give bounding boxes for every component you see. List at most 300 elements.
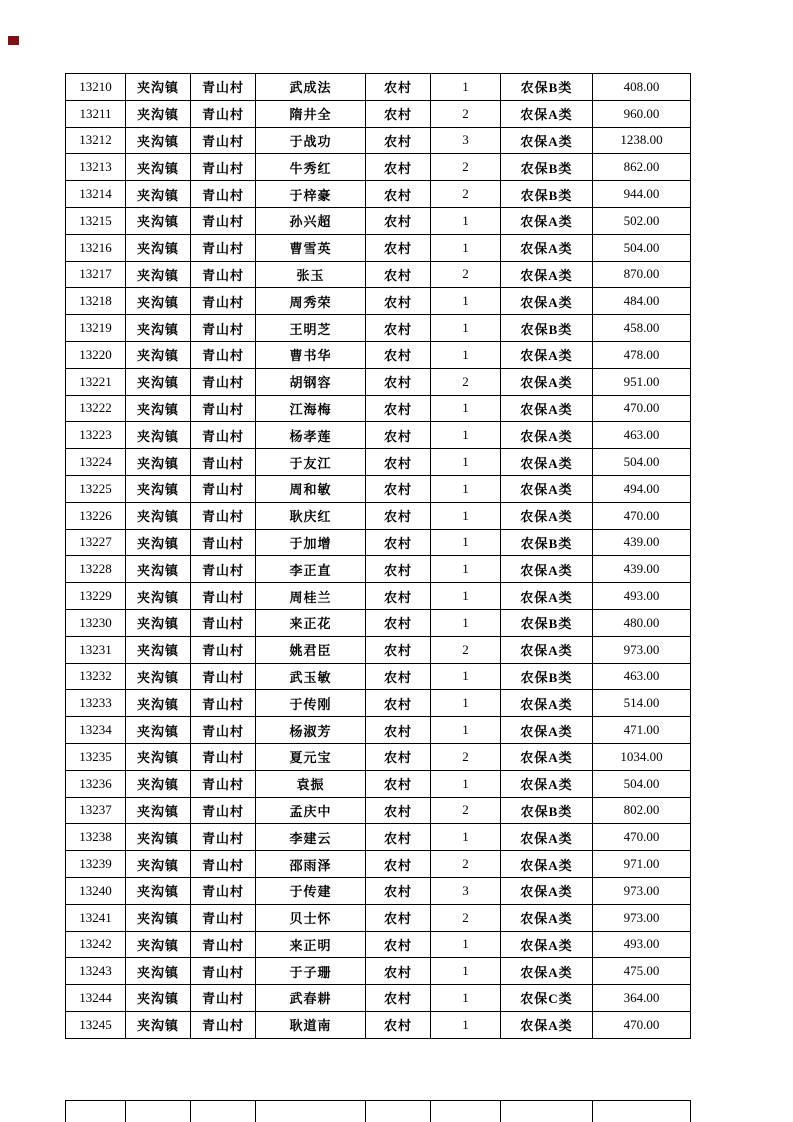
cell-town: 夹沟镇 <box>126 1011 191 1038</box>
cell-type: 农村 <box>366 261 431 288</box>
cell-town: 夹沟镇 <box>126 395 191 422</box>
cell-village: 青山村 <box>191 663 256 690</box>
cell-name: 武成法 <box>256 74 366 101</box>
cell-type: 农村 <box>366 797 431 824</box>
cell-count: 2 <box>431 636 501 663</box>
cell-id: 13228 <box>66 556 126 583</box>
cell-amount: 971.00 <box>593 851 691 878</box>
cell-village: 青山村 <box>191 931 256 958</box>
cell-name: 武玉敏 <box>256 663 366 690</box>
cell-town: 夹沟镇 <box>126 475 191 502</box>
cell-name: 曹书华 <box>256 341 366 368</box>
cell-village: 青山村 <box>191 851 256 878</box>
table-row <box>66 395 691 422</box>
cell-amount: 408.00 <box>593 74 691 101</box>
table-row <box>66 234 691 261</box>
cell-amount: 463.00 <box>593 422 691 449</box>
cell-id: 13225 <box>66 475 126 502</box>
table-row <box>66 743 691 770</box>
cell-town: 夹沟镇 <box>126 636 191 663</box>
table-row <box>66 583 691 610</box>
cell-town: 夹沟镇 <box>126 261 191 288</box>
cell-town: 夹沟镇 <box>126 717 191 744</box>
cell-town: 夹沟镇 <box>126 234 191 261</box>
cell-village: 青山村 <box>191 797 256 824</box>
cell-id: 13237 <box>66 797 126 824</box>
cell-category: 农保A类 <box>501 502 593 529</box>
cell-category: 农保B类 <box>501 154 593 181</box>
cell-village: 青山村 <box>191 368 256 395</box>
cell-count: 2 <box>431 904 501 931</box>
cell-amount: 493.00 <box>593 583 691 610</box>
cell-count: 1 <box>431 690 501 717</box>
cell-village: 青山村 <box>191 234 256 261</box>
cell-count: 2 <box>431 851 501 878</box>
cell-type: 农村 <box>366 127 431 154</box>
cell-type: 农村 <box>366 690 431 717</box>
cell-village: 青山村 <box>191 181 256 208</box>
cell-count: 3 <box>431 127 501 154</box>
cell-amount: 475.00 <box>593 958 691 985</box>
cell-type: 农村 <box>366 475 431 502</box>
cell-id: 13215 <box>66 207 126 234</box>
cell-village: 青山村 <box>191 985 256 1012</box>
cell-amount: 944.00 <box>593 181 691 208</box>
cell-name: 曹雪英 <box>256 234 366 261</box>
cell-type: 农村 <box>366 529 431 556</box>
cell-count: 1 <box>431 315 501 342</box>
cell-amount: 504.00 <box>593 234 691 261</box>
cell-category <box>501 1101 593 1122</box>
table-row <box>66 770 691 797</box>
cell-village: 青山村 <box>191 74 256 101</box>
cell-id: 13235 <box>66 743 126 770</box>
cell-category: 农保A类 <box>501 341 593 368</box>
cell-name: 于传刚 <box>256 690 366 717</box>
cell-category: 农保A类 <box>501 877 593 904</box>
cell-town: 夹沟镇 <box>126 824 191 851</box>
cell-id: 13240 <box>66 877 126 904</box>
cell-name: 来正花 <box>256 609 366 636</box>
cell-name: 于友江 <box>256 449 366 476</box>
cell-category: 农保A类 <box>501 717 593 744</box>
cell-name: 周和敏 <box>256 475 366 502</box>
cell-type: 农村 <box>366 368 431 395</box>
cell-name: 孙兴超 <box>256 207 366 234</box>
cell-town: 夹沟镇 <box>126 985 191 1012</box>
table-row <box>66 931 691 958</box>
cell-name: 夏元宝 <box>256 743 366 770</box>
cell-amount: 862.00 <box>593 154 691 181</box>
cell-id: 13241 <box>66 904 126 931</box>
cell-village: 青山村 <box>191 717 256 744</box>
cell-amount: 470.00 <box>593 824 691 851</box>
cell-count: 1 <box>431 207 501 234</box>
cell-amount: 494.00 <box>593 475 691 502</box>
table-row <box>66 663 691 690</box>
cell-name: 张玉 <box>256 261 366 288</box>
cell-id: 13224 <box>66 449 126 476</box>
cell-town: 夹沟镇 <box>126 74 191 101</box>
cell-town: 夹沟镇 <box>126 770 191 797</box>
table-row <box>66 475 691 502</box>
table-row <box>66 368 691 395</box>
cell-town: 夹沟镇 <box>126 690 191 717</box>
cell-id <box>66 1101 126 1122</box>
cell-town: 夹沟镇 <box>126 797 191 824</box>
cell-town: 夹沟镇 <box>126 931 191 958</box>
cell-count: 1 <box>431 422 501 449</box>
cell-category: 农保B类 <box>501 529 593 556</box>
cell-amount: 470.00 <box>593 1011 691 1038</box>
cell-village: 青山村 <box>191 261 256 288</box>
table-row <box>66 74 691 101</box>
cell-count: 1 <box>431 502 501 529</box>
cell-type: 农村 <box>366 502 431 529</box>
cell-id: 13221 <box>66 368 126 395</box>
cell-id: 13230 <box>66 609 126 636</box>
cell-category: 农保A类 <box>501 556 593 583</box>
cell-amount: 870.00 <box>593 261 691 288</box>
cell-name: 江海梅 <box>256 395 366 422</box>
cell-count: 1 <box>431 609 501 636</box>
cell-type: 农村 <box>366 636 431 663</box>
table-row <box>66 609 691 636</box>
cell-id: 13212 <box>66 127 126 154</box>
cell-category: 农保A类 <box>501 475 593 502</box>
cell-village: 青山村 <box>191 502 256 529</box>
cell-id: 13234 <box>66 717 126 744</box>
subsidy-table <box>65 73 691 1039</box>
cell-village: 青山村 <box>191 1011 256 1038</box>
cell-village: 青山村 <box>191 100 256 127</box>
partial-next-page-row <box>65 1100 691 1122</box>
cell-type: 农村 <box>366 449 431 476</box>
cell-type: 农村 <box>366 154 431 181</box>
cell-count: 2 <box>431 100 501 127</box>
cell-amount: 973.00 <box>593 904 691 931</box>
cell-type: 农村 <box>366 234 431 261</box>
cell-name <box>256 1101 366 1122</box>
cell-category: 农保A类 <box>501 207 593 234</box>
cell-count: 1 <box>431 475 501 502</box>
cell-village: 青山村 <box>191 690 256 717</box>
cell-village: 青山村 <box>191 127 256 154</box>
cell-village: 青山村 <box>191 743 256 770</box>
cell-count: 1 <box>431 74 501 101</box>
cell-id: 13222 <box>66 395 126 422</box>
cell-town <box>126 1101 191 1122</box>
table-row <box>66 288 691 315</box>
cell-category: 农保A类 <box>501 1011 593 1038</box>
cell-amount <box>593 1101 691 1122</box>
cell-amount: 514.00 <box>593 690 691 717</box>
cell-town: 夹沟镇 <box>126 609 191 636</box>
cell-id: 13223 <box>66 422 126 449</box>
cell-amount: 951.00 <box>593 368 691 395</box>
cell-count: 2 <box>431 797 501 824</box>
cell-id: 13233 <box>66 690 126 717</box>
cell-name: 杨孝莲 <box>256 422 366 449</box>
cell-type: 农村 <box>366 341 431 368</box>
cell-amount: 493.00 <box>593 931 691 958</box>
cell-amount: 504.00 <box>593 770 691 797</box>
cell-count: 2 <box>431 181 501 208</box>
cell-category: 农保A类 <box>501 234 593 261</box>
cell-amount: 364.00 <box>593 985 691 1012</box>
cell-name: 杨淑芳 <box>256 717 366 744</box>
cell-id: 13244 <box>66 985 126 1012</box>
cell-amount: 470.00 <box>593 502 691 529</box>
cell-count: 2 <box>431 154 501 181</box>
corner-marker <box>8 36 19 45</box>
cell-name: 邵雨泽 <box>256 851 366 878</box>
cell-id: 13219 <box>66 315 126 342</box>
cell-count: 1 <box>431 717 501 744</box>
cell-amount: 463.00 <box>593 663 691 690</box>
table-row <box>66 797 691 824</box>
cell-village: 青山村 <box>191 904 256 931</box>
cell-name: 耿道南 <box>256 1011 366 1038</box>
cell-type: 农村 <box>366 288 431 315</box>
cell-amount: 439.00 <box>593 529 691 556</box>
cell-count: 1 <box>431 824 501 851</box>
cell-category: 农保B类 <box>501 797 593 824</box>
cell-type: 农村 <box>366 743 431 770</box>
cell-name: 来正明 <box>256 931 366 958</box>
cell-town: 夹沟镇 <box>126 743 191 770</box>
cell-type: 农村 <box>366 207 431 234</box>
cell-type: 农村 <box>366 422 431 449</box>
cell-count: 2 <box>431 368 501 395</box>
cell-name: 牛秀红 <box>256 154 366 181</box>
cell-id: 13217 <box>66 261 126 288</box>
cell-name: 王明芝 <box>256 315 366 342</box>
cell-town: 夹沟镇 <box>126 341 191 368</box>
cell-category: 农保A类 <box>501 690 593 717</box>
cell-category: 农保B类 <box>501 609 593 636</box>
cell-count: 1 <box>431 529 501 556</box>
cell-village: 青山村 <box>191 636 256 663</box>
cell-type: 农村 <box>366 663 431 690</box>
cell-category: 农保A类 <box>501 288 593 315</box>
cell-category: 农保A类 <box>501 904 593 931</box>
table-row <box>66 341 691 368</box>
table-row <box>66 958 691 985</box>
cell-name: 于梓豪 <box>256 181 366 208</box>
cell-id: 13213 <box>66 154 126 181</box>
cell-type: 农村 <box>366 958 431 985</box>
table-row <box>66 985 691 1012</box>
cell-category: 农保A类 <box>501 261 593 288</box>
cell-type: 农村 <box>366 904 431 931</box>
cell-village: 青山村 <box>191 475 256 502</box>
cell-village: 青山村 <box>191 556 256 583</box>
cell-amount: 1238.00 <box>593 127 691 154</box>
cell-id: 13232 <box>66 663 126 690</box>
cell-category: 农保A类 <box>501 100 593 127</box>
cell-type: 农村 <box>366 1011 431 1038</box>
cell-category: 农保A类 <box>501 368 593 395</box>
cell-town: 夹沟镇 <box>126 877 191 904</box>
cell-category: 农保A类 <box>501 931 593 958</box>
table-row <box>66 127 691 154</box>
cell-type: 农村 <box>366 395 431 422</box>
table-row <box>66 100 691 127</box>
cell-amount: 458.00 <box>593 315 691 342</box>
cell-type: 农村 <box>366 770 431 797</box>
cell-amount: 973.00 <box>593 877 691 904</box>
cell-name: 周秀荣 <box>256 288 366 315</box>
cell-village: 青山村 <box>191 288 256 315</box>
cell-name: 胡钢容 <box>256 368 366 395</box>
cell-town: 夹沟镇 <box>126 422 191 449</box>
cell-type: 农村 <box>366 985 431 1012</box>
table-row <box>66 717 691 744</box>
cell-type: 农村 <box>366 717 431 744</box>
cell-name: 于战功 <box>256 127 366 154</box>
cell-count: 1 <box>431 1011 501 1038</box>
cell-count: 3 <box>431 877 501 904</box>
cell-type: 农村 <box>366 877 431 904</box>
cell-category: 农保A类 <box>501 449 593 476</box>
cell-id: 13231 <box>66 636 126 663</box>
cell-id: 13243 <box>66 958 126 985</box>
cell-amount: 802.00 <box>593 797 691 824</box>
cell-id: 13239 <box>66 851 126 878</box>
partial-table-row <box>66 1101 691 1122</box>
cell-type: 农村 <box>366 315 431 342</box>
cell-town: 夹沟镇 <box>126 100 191 127</box>
cell-id: 13220 <box>66 341 126 368</box>
cell-name: 于子珊 <box>256 958 366 985</box>
cell-count: 1 <box>431 985 501 1012</box>
cell-id: 13214 <box>66 181 126 208</box>
cell-count: 1 <box>431 234 501 261</box>
cell-amount: 1034.00 <box>593 743 691 770</box>
cell-village <box>191 1101 256 1122</box>
cell-town: 夹沟镇 <box>126 368 191 395</box>
cell-type: 农村 <box>366 74 431 101</box>
cell-id: 13211 <box>66 100 126 127</box>
table-row <box>66 449 691 476</box>
cell-count: 1 <box>431 288 501 315</box>
cell-name: 武春耕 <box>256 985 366 1012</box>
cell-count: 1 <box>431 663 501 690</box>
cell-town: 夹沟镇 <box>126 288 191 315</box>
cell-town: 夹沟镇 <box>126 663 191 690</box>
cell-category: 农保A类 <box>501 958 593 985</box>
cell-town: 夹沟镇 <box>126 449 191 476</box>
cell-amount: 470.00 <box>593 395 691 422</box>
cell-village: 青山村 <box>191 529 256 556</box>
cell-town: 夹沟镇 <box>126 315 191 342</box>
cell-category: 农保A类 <box>501 824 593 851</box>
cell-village: 青山村 <box>191 341 256 368</box>
cell-name: 周桂兰 <box>256 583 366 610</box>
cell-category: 农保A类 <box>501 770 593 797</box>
cell-amount: 484.00 <box>593 288 691 315</box>
cell-type: 农村 <box>366 556 431 583</box>
cell-town: 夹沟镇 <box>126 502 191 529</box>
cell-id: 13236 <box>66 770 126 797</box>
cell-type: 农村 <box>366 100 431 127</box>
table-row <box>66 904 691 931</box>
table-row <box>66 422 691 449</box>
table-row <box>66 529 691 556</box>
cell-type: 农村 <box>366 609 431 636</box>
table-row <box>66 556 691 583</box>
cell-name: 于传建 <box>256 877 366 904</box>
table-row <box>66 877 691 904</box>
cell-town: 夹沟镇 <box>126 529 191 556</box>
cell-town: 夹沟镇 <box>126 556 191 583</box>
cell-id: 13216 <box>66 234 126 261</box>
cell-amount: 504.00 <box>593 449 691 476</box>
table-row <box>66 690 691 717</box>
cell-name: 孟庆中 <box>256 797 366 824</box>
cell-name: 袁振 <box>256 770 366 797</box>
cell-town: 夹沟镇 <box>126 904 191 931</box>
cell-village: 青山村 <box>191 583 256 610</box>
cell-category: 农保B类 <box>501 181 593 208</box>
cell-count: 2 <box>431 261 501 288</box>
cell-count: 1 <box>431 449 501 476</box>
cell-type: 农村 <box>366 181 431 208</box>
cell-town: 夹沟镇 <box>126 958 191 985</box>
cell-id: 13245 <box>66 1011 126 1038</box>
cell-count: 1 <box>431 958 501 985</box>
table-row <box>66 502 691 529</box>
cell-village: 青山村 <box>191 449 256 476</box>
cell-town: 夹沟镇 <box>126 181 191 208</box>
cell-count: 1 <box>431 931 501 958</box>
cell-amount: 439.00 <box>593 556 691 583</box>
cell-type: 农村 <box>366 931 431 958</box>
cell-category: 农保A类 <box>501 851 593 878</box>
cell-name: 贝士怀 <box>256 904 366 931</box>
cell-amount: 471.00 <box>593 717 691 744</box>
cell-village: 青山村 <box>191 877 256 904</box>
cell-category: 农保B类 <box>501 663 593 690</box>
cell-amount: 960.00 <box>593 100 691 127</box>
cell-count: 1 <box>431 395 501 422</box>
cell-village: 青山村 <box>191 395 256 422</box>
cell-count: 1 <box>431 770 501 797</box>
cell-name: 隋井全 <box>256 100 366 127</box>
cell-village: 青山村 <box>191 315 256 342</box>
table-row <box>66 1011 691 1038</box>
table-row <box>66 824 691 851</box>
table-row <box>66 851 691 878</box>
table-row <box>66 154 691 181</box>
cell-category: 农保B类 <box>501 74 593 101</box>
cell-name: 李正直 <box>256 556 366 583</box>
cell-id: 13226 <box>66 502 126 529</box>
table-row <box>66 181 691 208</box>
table-row <box>66 315 691 342</box>
cell-town: 夹沟镇 <box>126 207 191 234</box>
cell-town: 夹沟镇 <box>126 851 191 878</box>
cell-id: 13227 <box>66 529 126 556</box>
cell-category: 农保A类 <box>501 127 593 154</box>
cell-id: 13238 <box>66 824 126 851</box>
cell-village: 青山村 <box>191 422 256 449</box>
cell-count <box>431 1101 501 1122</box>
table-row <box>66 207 691 234</box>
cell-village: 青山村 <box>191 207 256 234</box>
cell-id: 13229 <box>66 583 126 610</box>
